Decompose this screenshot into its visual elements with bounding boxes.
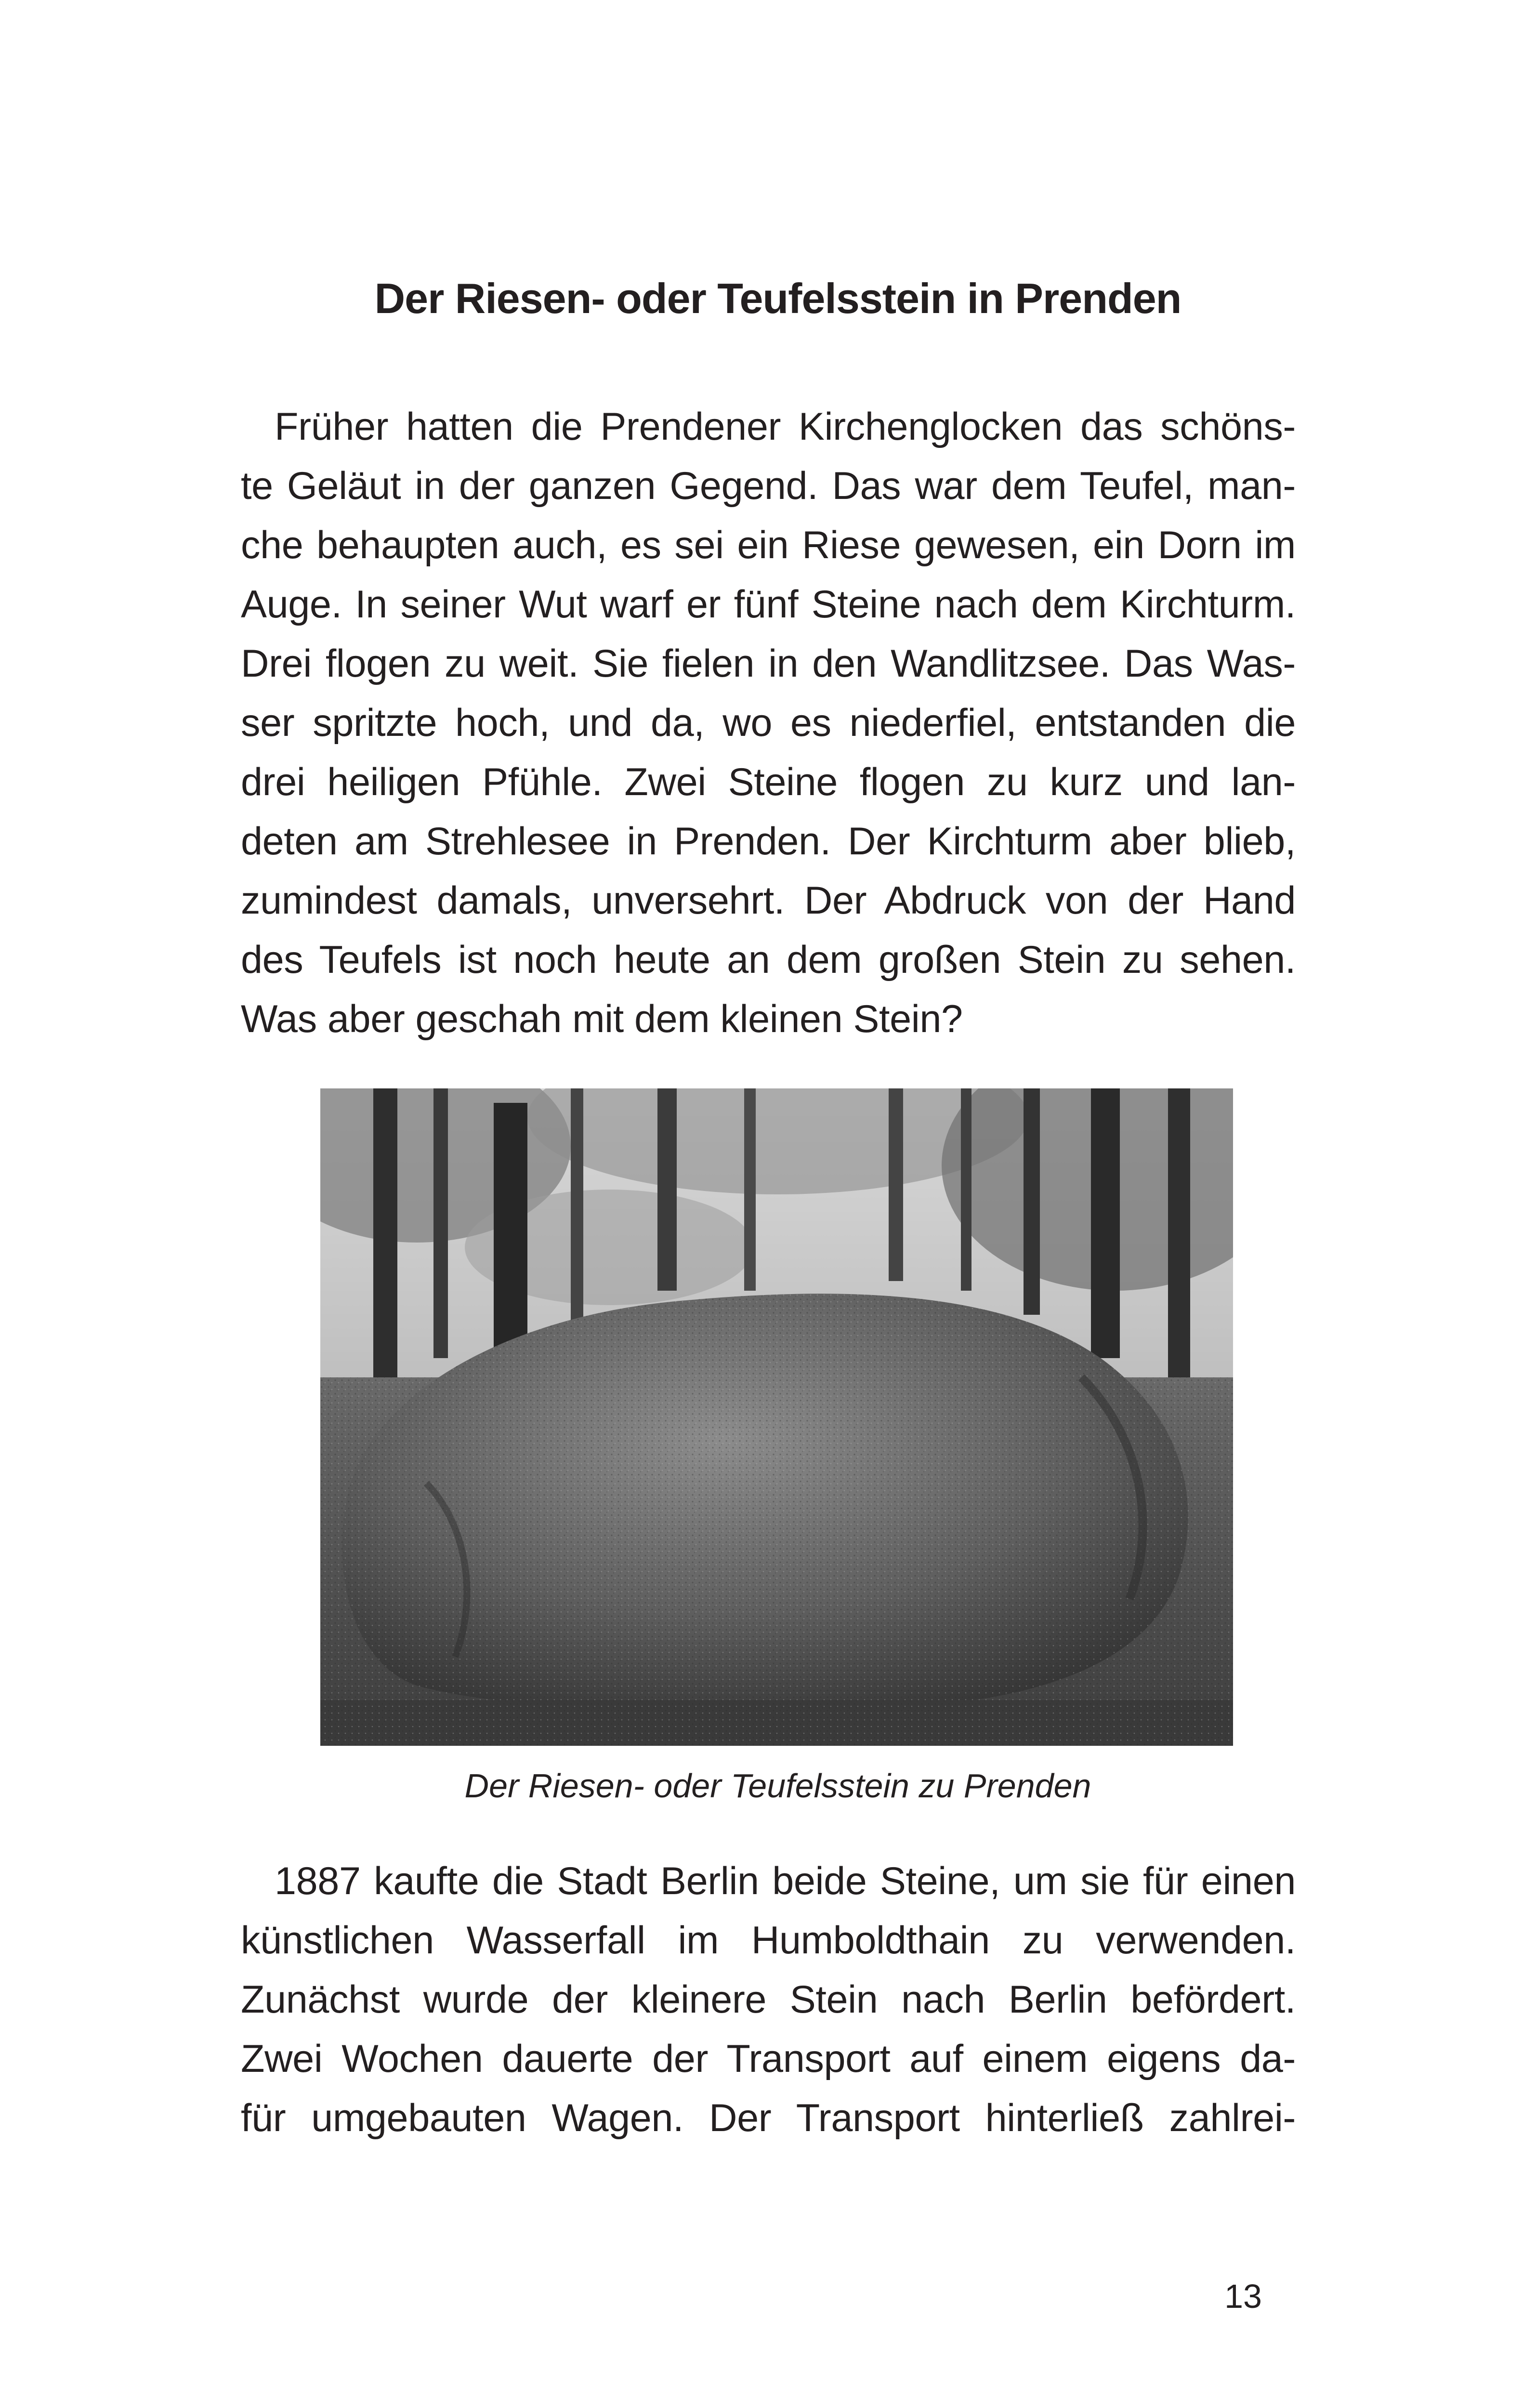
paragraph-2 — [241, 1852, 1296, 2148]
paragraph-line: deten am Strehlesee in Prenden. Der Kirchturm aber blieb, — [241, 820, 1296, 863]
paragraph-line: zumindest damals, unversehrt. Der Abdruck von der Hand — [241, 879, 1296, 922]
paragraph-line: 1887 kaufte die Stadt Berlin beide Steine, um sie für einen — [275, 1859, 1296, 1903]
paragraph-line: Zunächst wurde der kleinere Stein nach Berlin befördert. — [241, 1978, 1296, 2021]
paragraph-line: Auge. In seiner Wut warf er fünf Steine nach dem Kirchturm. — [241, 583, 1296, 626]
figure-caption: Der Riesen- oder Teufelsstein zu Prenden — [464, 1767, 1091, 1805]
boulder-photo — [320, 1088, 1233, 1746]
page-number: 13 — [1224, 2277, 1262, 2315]
paragraph-line: künstlichen Wasserfall im Humboldthain zu verwenden. — [241, 1919, 1296, 1962]
paragraph-line: Früher hatten die Prendener Kirchenglocken das schöns- — [275, 405, 1296, 448]
paragraph-line: des Teufels ist noch heute an dem großen Stein zu sehen. — [241, 938, 1296, 982]
page-title: Der Riesen- oder Teufelsstein in Prenden — [374, 275, 1182, 322]
paragraph-line: ser spritzte hoch, und da, wo es niederfiel, entstanden die — [241, 701, 1296, 745]
photo-image — [320, 1088, 1233, 1746]
paragraph-line: Zwei Wochen dauerte der Transport auf einem eigens da- — [241, 2037, 1296, 2081]
paragraph-1 — [241, 397, 1296, 1049]
paragraph-line: te Geläut in der ganzen Gegend. Das war dem Teufel, man- — [241, 464, 1296, 508]
paragraph-line: drei heiligen Pfühle. Zwei Steine flogen zu kurz und lan- — [241, 760, 1296, 804]
paragraph-line: che behaupten auch, es sei ein Riese gewesen, ein Dorn im — [241, 523, 1296, 567]
paragraph-line: Was aber geschah mit dem kleinen Stein? — [241, 997, 963, 1041]
paragraph-line: für umgebauten Wagen. Der Transport hinterließ zahlrei- — [241, 2096, 1296, 2140]
paragraph-line: Drei flogen zu weit. Sie fielen in den Wandlitzsee. Das Was- — [241, 642, 1296, 685]
